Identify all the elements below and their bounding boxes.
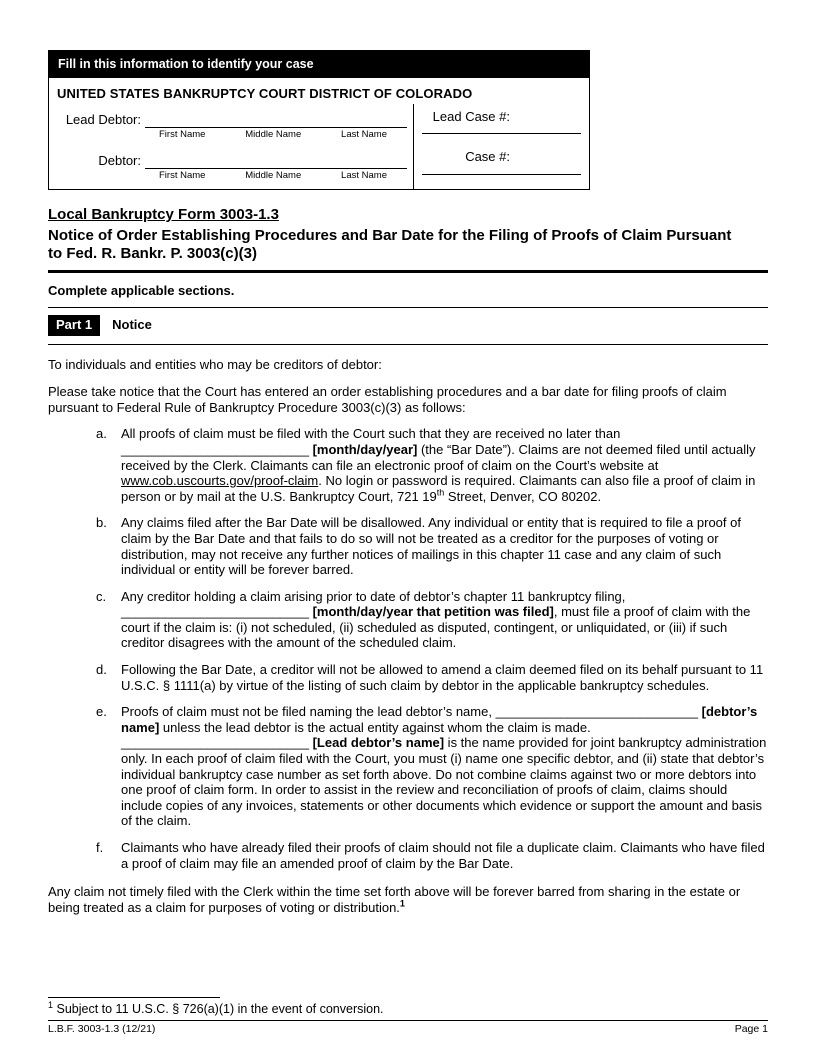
list-marker: c. bbox=[96, 588, 107, 604]
court-title: UNITED STATES BANKRUPTCY COURT DISTRICT OF COLORADO bbox=[57, 86, 473, 101]
list-item-f bbox=[96, 840, 768, 871]
page-bottom-block bbox=[48, 997, 768, 1036]
list-item-d bbox=[96, 662, 768, 693]
bar-date-blank-field[interactable]: __________________________ bbox=[121, 441, 313, 457]
lead-debtor-name-sublabels bbox=[145, 128, 407, 140]
instructions-text: Complete applicable sections. bbox=[48, 283, 235, 299]
title-block bbox=[48, 206, 768, 263]
list-item-text: All proofs of claim must be filed with the Court such that they are received no later than __________________________ [month/day/year] (the “Bar Date”). Claims are not deemed filed until actually received by the Clerk. Claimants can file an electronic proof of claim on the Court’s website at www.cob.uscourts.gov/proof-claim. No login or password is required. Claimants can also file a proof of claim in person or by mail at the U.S. Bankruptcy Court, 721 19th Street, Denver, CO 80202. bbox=[121, 426, 756, 504]
list-marker: e. bbox=[96, 704, 107, 720]
lead-case-number-label: Lead Case #: bbox=[432, 108, 510, 124]
form-id-text: L.B.F. 3003-1.3 (12/21) bbox=[48, 1023, 156, 1036]
debtor-row bbox=[59, 151, 407, 169]
list-item-text: Proofs of claim must not be filed naming the lead debtor’s name, ____________________________ [debtor’s name] unless the lead debtor is the actual entity against whom the claim is made. __________________________ [Lead debtor’s name] is the name provided for joint bankruptcy administration only. In each proof of claim filed with the Court, you must (i) name one specific debtor, and (ii) state that debtor’s individual bankruptcy case number as set forth above. Do not combine claims against two or more debtors into one proof of claim form. In order to assist in the review and reconciliation of proofs of claim, claims should include copies of any invoices, statements or other documents which evidence or support the amount and basis of the claim. bbox=[121, 704, 767, 829]
first-name-sublabel: First Name bbox=[159, 169, 206, 181]
lead-debtor-name-field[interactable] bbox=[145, 110, 407, 128]
list-item-e bbox=[96, 704, 768, 829]
case-identification-box bbox=[48, 50, 590, 190]
identification-banner: Fill in this information to identify your case bbox=[49, 51, 589, 78]
list-item-c bbox=[96, 589, 768, 651]
part-1-title: Notice bbox=[112, 317, 152, 333]
part-1-header bbox=[48, 315, 768, 336]
intro-paragraph: Please take notice that the Court has entered an order establishing procedures and a bar date for filing proofs of claim pursuant to Federal Rule of Bankruptcy Procedure 3003(c)(3) as follows: bbox=[48, 384, 727, 415]
proof-claim-website-link[interactable]: www.cob.uscourts.gov/proof-claim bbox=[121, 473, 319, 489]
list-item-text: Any claims filed after the Bar Date will be disallowed. Any individual or entity that is required to file a proof of claim by the Bar Date and that fails to do so will not be treated as a creditor for the purposes of voting or distribution, may not receive any further notices of mailings in this chapter 11 case and any claim of such individual or entity will be forever barred. bbox=[121, 515, 741, 578]
closing-paragraph: Any claim not timely filed with the Clerk within the time set forth above will be forever barred from sharing in the estate or being treated as a claim for purposes of voting or distribution.$^1$ bbox=[48, 884, 741, 915]
lead-debtor-name-blank-field[interactable]: __________________________ bbox=[121, 735, 313, 751]
form-number-title: Local Bankruptcy Form 3003-1.3 bbox=[48, 206, 279, 224]
debtor-name-sublabels bbox=[145, 169, 407, 181]
title-divider-rule bbox=[48, 270, 768, 273]
identification-columns bbox=[49, 104, 589, 190]
list-item-text: Claimants who have already filed their proofs of claim should not file a duplicate claim. Claimants who have filed a proof of claim may file an amended proof of claim by the Bar Date. bbox=[121, 840, 765, 871]
part-divider-rule bbox=[48, 344, 768, 345]
list-item-a bbox=[96, 426, 768, 504]
first-name-sublabel: First Name bbox=[159, 128, 206, 140]
page-number-text: Page 1 bbox=[734, 1023, 768, 1036]
debtor-name-blank-field[interactable]: ____________________________ bbox=[495, 704, 702, 720]
middle-name-sublabel: Middle Name bbox=[245, 169, 302, 181]
debtor-label: Debtor: bbox=[98, 153, 141, 169]
lead-debtor-row bbox=[59, 110, 407, 128]
footnote-text: $^1$ Subject to 11 U.S.C. § 726(a)(1) in the event of conversion. bbox=[48, 1000, 384, 1017]
case-number-label: Case #: bbox=[465, 149, 510, 165]
salutation-paragraph: To individuals and entities who may be creditors of debtor: bbox=[48, 356, 382, 372]
section-divider-rule bbox=[48, 307, 768, 308]
list-marker: d. bbox=[96, 662, 107, 678]
lead-case-number-field[interactable] bbox=[422, 124, 581, 134]
last-name-sublabel: Last Name bbox=[341, 128, 387, 140]
case-number-row bbox=[422, 146, 581, 175]
list-item-text: Any creditor holding a claim arising prior to date of debtor’s chapter 11 bankruptcy filing, __________________________ [month/day/year that petition was filed], must file a proof of claim with the court if the claim is: (i) not scheduled, (ii) scheduled as disputed, contingent, or unliquidated, or (iii) if such creditor disagrees with the amount of the scheduled claim. bbox=[121, 588, 751, 651]
debtor-name-field[interactable] bbox=[145, 151, 407, 169]
petition-date-blank-field[interactable]: __________________________ bbox=[121, 604, 313, 620]
list-item-b bbox=[96, 515, 768, 577]
page-footer bbox=[48, 1021, 768, 1036]
footnote-separator-rule bbox=[48, 997, 220, 998]
notice-item-list bbox=[96, 415, 768, 871]
lead-case-number-row bbox=[422, 106, 581, 135]
middle-name-sublabel: Middle Name bbox=[245, 128, 302, 140]
lead-debtor-label: Lead Debtor: bbox=[65, 112, 141, 127]
case-numbers-column bbox=[413, 104, 589, 190]
list-marker: a. bbox=[96, 426, 107, 442]
notice-title: Notice of Order Establishing Procedures and Bar Date for the Filing of Proofs of Claim Pursuant to Fed. R. Bankr. P. 3003(c)(3) bbox=[48, 227, 732, 263]
list-item-text: Following the Bar Date, a creditor will not be allowed to amend a claim deemed filed on its behalf pursuant to 11 U.S.C. § 1111(a) by virtue of the listing of such claim by debtor in the applicable bankruptcy schedules. bbox=[121, 662, 764, 693]
debtor-names-column bbox=[49, 104, 413, 190]
part-1-badge: Part 1 bbox=[48, 315, 100, 336]
list-marker: f. bbox=[96, 840, 104, 855]
list-marker: b. bbox=[96, 515, 107, 531]
last-name-sublabel: Last Name bbox=[341, 169, 387, 181]
case-number-field[interactable] bbox=[422, 165, 581, 175]
